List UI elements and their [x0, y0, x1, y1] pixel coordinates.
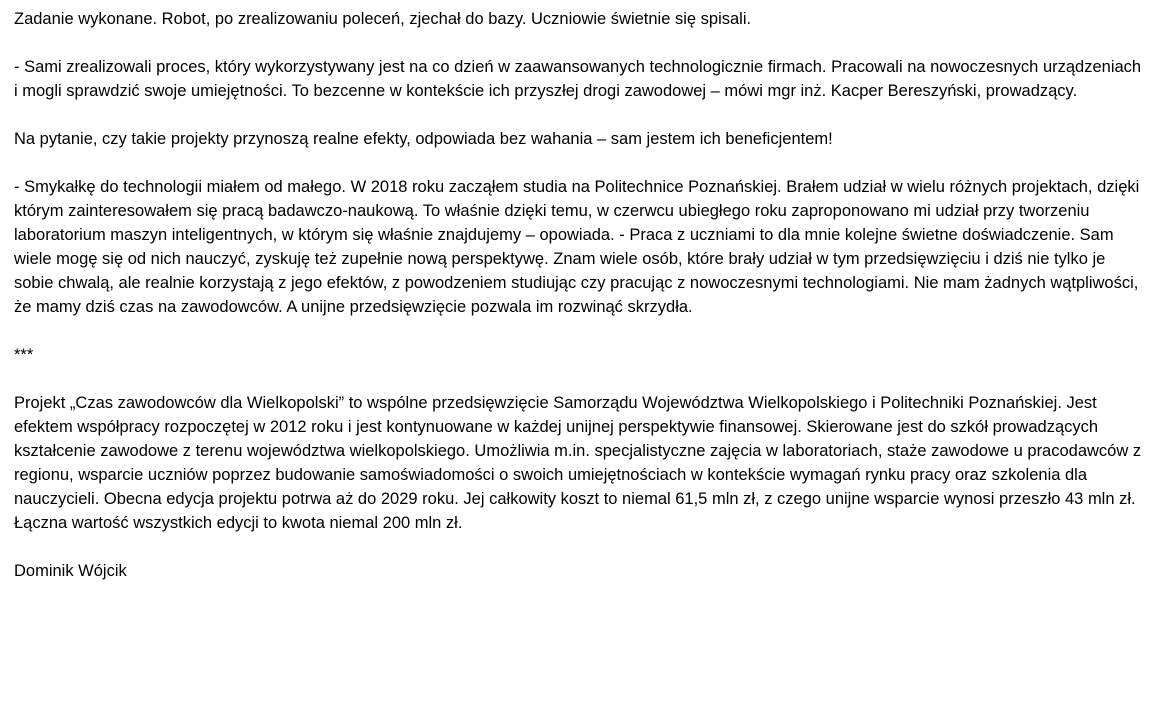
question-paragraph: Na pytanie, czy takie projekty przynoszą realne efekty, odpowiada bez wahania – sam jestem ich beneficjentem! — [14, 130, 833, 148]
project-info-paragraph: Projekt „Czas zawodowców dla Wielkopolski” to wspólne przedsięwzięcie Samorządu Województwa Wielkopolskiego i Politechniki Poznańskiej. Jest efektem współpracy rozpoczętej w 2012 roku i jest kontynuowane w każdej unijnej perspektywie finansowej. Skierowane jest do szkół prowadzących kształcenie zawodowe z terenu województwa wielkopolskiego. Umożliwia m.in. specjalistyczne zajęcia w laboratoriach, staże zawodowe u pracodawców z regionu, wsparcie uczniów poprzez budowanie samoświadomości o swoich umiejętnościach w kontekście wymagań rynku pracy oraz szkolenia dla nauczycieli. Obecna edycja projektu potrwa aż do 2029 roku. Jej całkowity koszt to niemal 61,5 mln zł, z czego unijne wsparcie wynosi przeszło 43 mln zł. Łączna wartość wszystkich edycji to kwota niemal 200 mln zł. — [14, 394, 1146, 532]
instructor-quote-paragraph: - Sami zrealizowali proces, który wykorzystywany jest na co dzień w zaawansowanych technologicznie firmach. Pracowali na nowoczesnych urządzeniach i mogli sprawdzić swoje umiejętności. To bezcenne w kontekście ich przyszłej drogi zawodowej – mówi mgr inż. Kacper Bereszyński, prowadzący. — [14, 58, 1146, 100]
author-byline: Dominik Wójcik — [14, 562, 127, 580]
section-separator: *** — [14, 346, 34, 364]
interview-paragraph: - Smykałkę do technologii miałem od małego. W 2018 roku zacząłem studia na Politechnice Poznańskiej. Brałem udział w wielu różnych projektach, dzięki którym zainteresowałem się pracą badawczo-naukową. To właśnie dzięki temu, w czerwcu ubiegłego roku zaproponowano mi udział przy tworzeniu laboratorium maszyn inteligentnych, w którym się właśnie znajdujemy – opowiada. - Praca z uczniami to dla mnie kolejne świetne doświadczenie. Sam wiele mogę się od nich nauczyć, zyskuję też zupełnie nową perspektywę. Znam wiele osób, które brały udział w tym przedsięwzięciu i dziś nie tylko je sobie chwalą, ale realnie korzystają z jego efektów, z powodzeniem studiując czy pracując z nowoczesnymi technologiami. Nie mam żadnych wątpliwości, że mamy dziś czas na zawodowców. A unijne przedsięwzięcie pozwala im rozwinąć skrzydła. — [14, 178, 1144, 316]
intro-paragraph: Zadanie wykonane. Robot, po zrealizowaniu poleceń, zjechał do bazy. Uczniowie świetnie się spisali. — [14, 10, 752, 28]
